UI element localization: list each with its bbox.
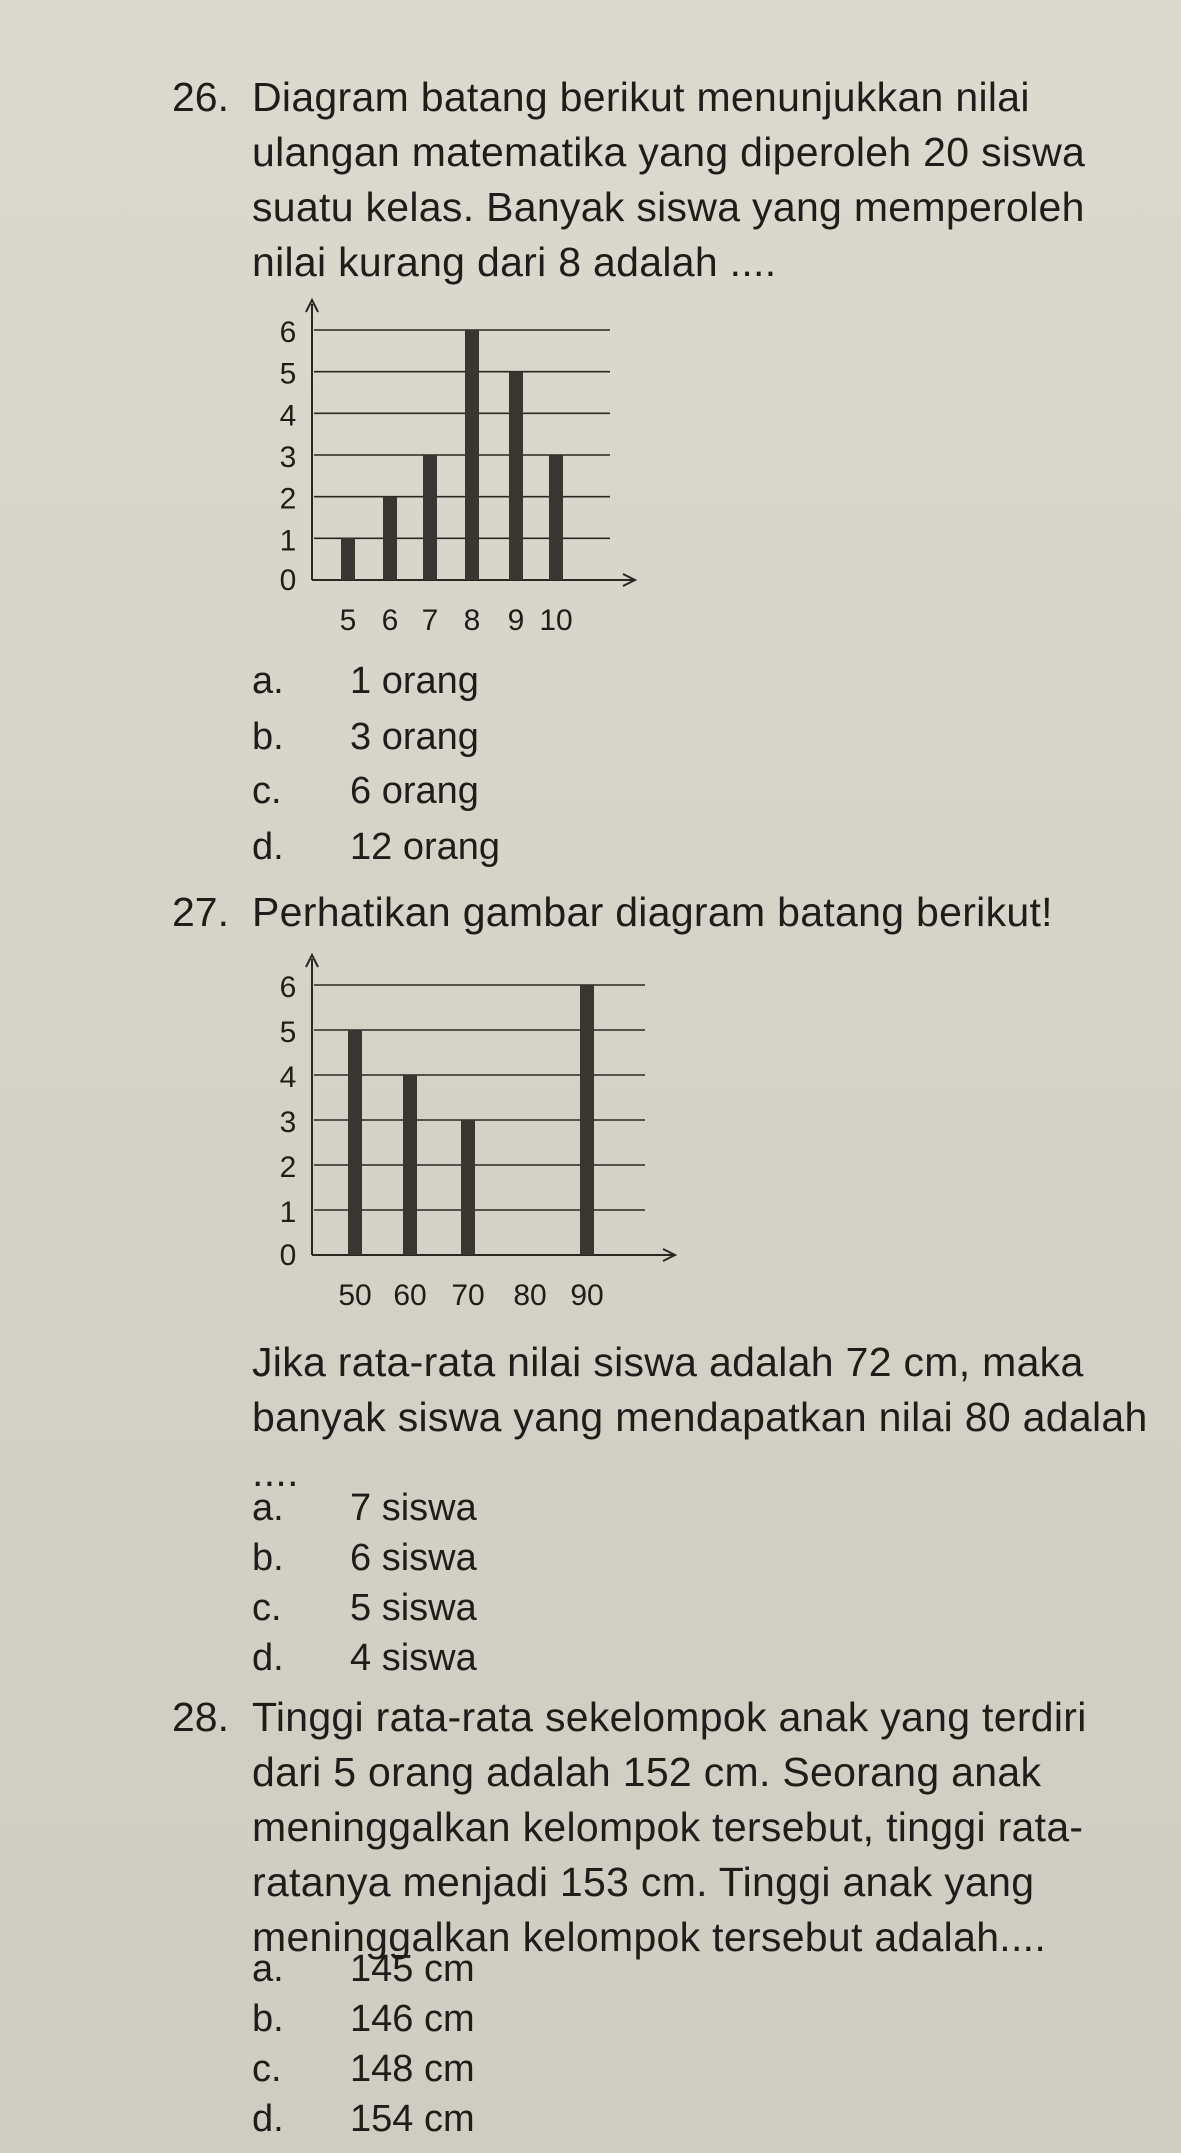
- option-28-c[interactable]: [252, 2044, 475, 2094]
- option-letter: d.: [252, 2098, 284, 2140]
- option-text: 146 cm: [350, 1998, 475, 2040]
- option-28-d[interactable]: [252, 2094, 475, 2144]
- bar: [348, 1030, 362, 1255]
- option-text: 6 siswa: [350, 1537, 477, 1579]
- option-text: 7 siswa: [350, 1487, 477, 1529]
- question-28-line: Tinggi rata-rata sekelompok anak yang terdiri: [252, 1694, 1087, 1740]
- option-text: 4 siswa: [350, 1637, 477, 1679]
- x-tick-label: 90: [570, 1279, 604, 1312]
- question-27-number: 27.: [172, 889, 229, 935]
- question-27-followup: [252, 1335, 1152, 1500]
- option-letter: c.: [252, 770, 282, 812]
- question-26-line: suatu kelas. Banyak siswa yang memperoleh: [252, 184, 1085, 230]
- bar: [461, 1120, 475, 1255]
- bar: [403, 1075, 417, 1255]
- question-26-number: 26.: [172, 74, 229, 120]
- question-28-line: dari 5 orang adalah 152 cm. Seorang anak: [252, 1749, 1042, 1795]
- y-tick-label: 1: [279, 1196, 297, 1229]
- x-tick-label: 6: [381, 604, 399, 637]
- y-tick-label: 1: [279, 524, 297, 558]
- option-text: 5 siswa: [350, 1587, 477, 1629]
- option-letter: c.: [252, 1587, 282, 1629]
- x-tick-label: 70: [451, 1279, 485, 1312]
- question-28-line: ratanya menjadi 153 cm. Tinggi anak yang: [252, 1859, 1035, 1905]
- option-text: 6 orang: [350, 770, 479, 812]
- y-tick-label: 0: [279, 1239, 297, 1272]
- option-letter: d.: [252, 826, 284, 868]
- option-27-c[interactable]: [252, 1583, 477, 1633]
- y-tick-label: 3: [279, 1106, 297, 1139]
- option-27-d[interactable]: [252, 1633, 477, 1683]
- question-27-line: ....: [252, 1449, 299, 1495]
- option-text: 12 orang: [350, 826, 501, 868]
- option-27-a[interactable]: [252, 1483, 477, 1533]
- option-letter: b.: [252, 1537, 284, 1579]
- question-27-line: Jika rata-rata nilai siswa adalah 72 cm, maka: [252, 1339, 1084, 1385]
- bar: [580, 985, 594, 1255]
- y-tick-label: 0: [279, 564, 297, 597]
- question-28-line: meninggalkan kelompok tersebut adalah....: [252, 1914, 1047, 1960]
- y-tick-label: 4: [279, 399, 297, 433]
- x-tick-label: 50: [338, 1279, 372, 1312]
- question-28-text: [252, 1690, 1152, 1965]
- option-27-b[interactable]: [252, 1533, 477, 1583]
- x-tick-label: 9: [507, 604, 525, 637]
- option-letter: c.: [252, 2048, 282, 2090]
- x-tick-label: 60: [393, 1279, 427, 1312]
- question-26-line: ulangan matematika yang diperoleh 20 siswa: [252, 129, 1086, 175]
- x-tick-label: 8: [463, 604, 481, 637]
- option-text: 3 orang: [350, 716, 479, 758]
- option-text: 1 orang: [350, 660, 479, 702]
- y-tick-label: 6: [279, 316, 297, 349]
- option-letter: a.: [252, 1948, 284, 1990]
- option-28-b[interactable]: [252, 1994, 475, 2044]
- option-letter: b.: [252, 716, 284, 758]
- option-letter: a.: [252, 660, 284, 702]
- y-tick-label: 4: [279, 1061, 297, 1094]
- y-tick-label: 6: [279, 971, 297, 1004]
- question-27-line: banyak siswa yang mendapatkan nilai 80 adalah: [252, 1394, 1148, 1440]
- x-tick-label: 80: [513, 1279, 547, 1312]
- option-text: 145 cm: [350, 1948, 475, 1990]
- y-tick-label: 5: [279, 357, 297, 391]
- question-28-line: meninggalkan kelompok tersebut, tinggi rata-: [252, 1804, 1084, 1850]
- option-letter: a.: [252, 1487, 284, 1529]
- option-text: 154 cm: [350, 2098, 475, 2140]
- question-28-number: 28.: [172, 1694, 229, 1740]
- y-tick-label: 2: [279, 482, 297, 516]
- question-26-line: nilai kurang dari 8 adalah ....: [252, 239, 777, 285]
- y-tick-label: 2: [279, 1151, 297, 1184]
- y-tick-label: 5: [279, 1016, 297, 1049]
- option-letter: d.: [252, 1637, 284, 1679]
- x-tick-label: 5: [339, 604, 357, 637]
- y-tick-label: 3: [279, 441, 297, 474]
- x-tick-label: 7: [421, 604, 439, 637]
- question-26-line: Diagram batang berikut menunjukkan nilai: [252, 74, 1030, 120]
- x-tick-label: 10: [539, 604, 573, 637]
- option-text: 148 cm: [350, 2048, 475, 2090]
- question-27-line: Perhatikan gambar diagram batang berikut!: [252, 889, 1053, 935]
- option-28-a[interactable]: [252, 1944, 475, 1994]
- option-letter: b.: [252, 1998, 284, 2040]
